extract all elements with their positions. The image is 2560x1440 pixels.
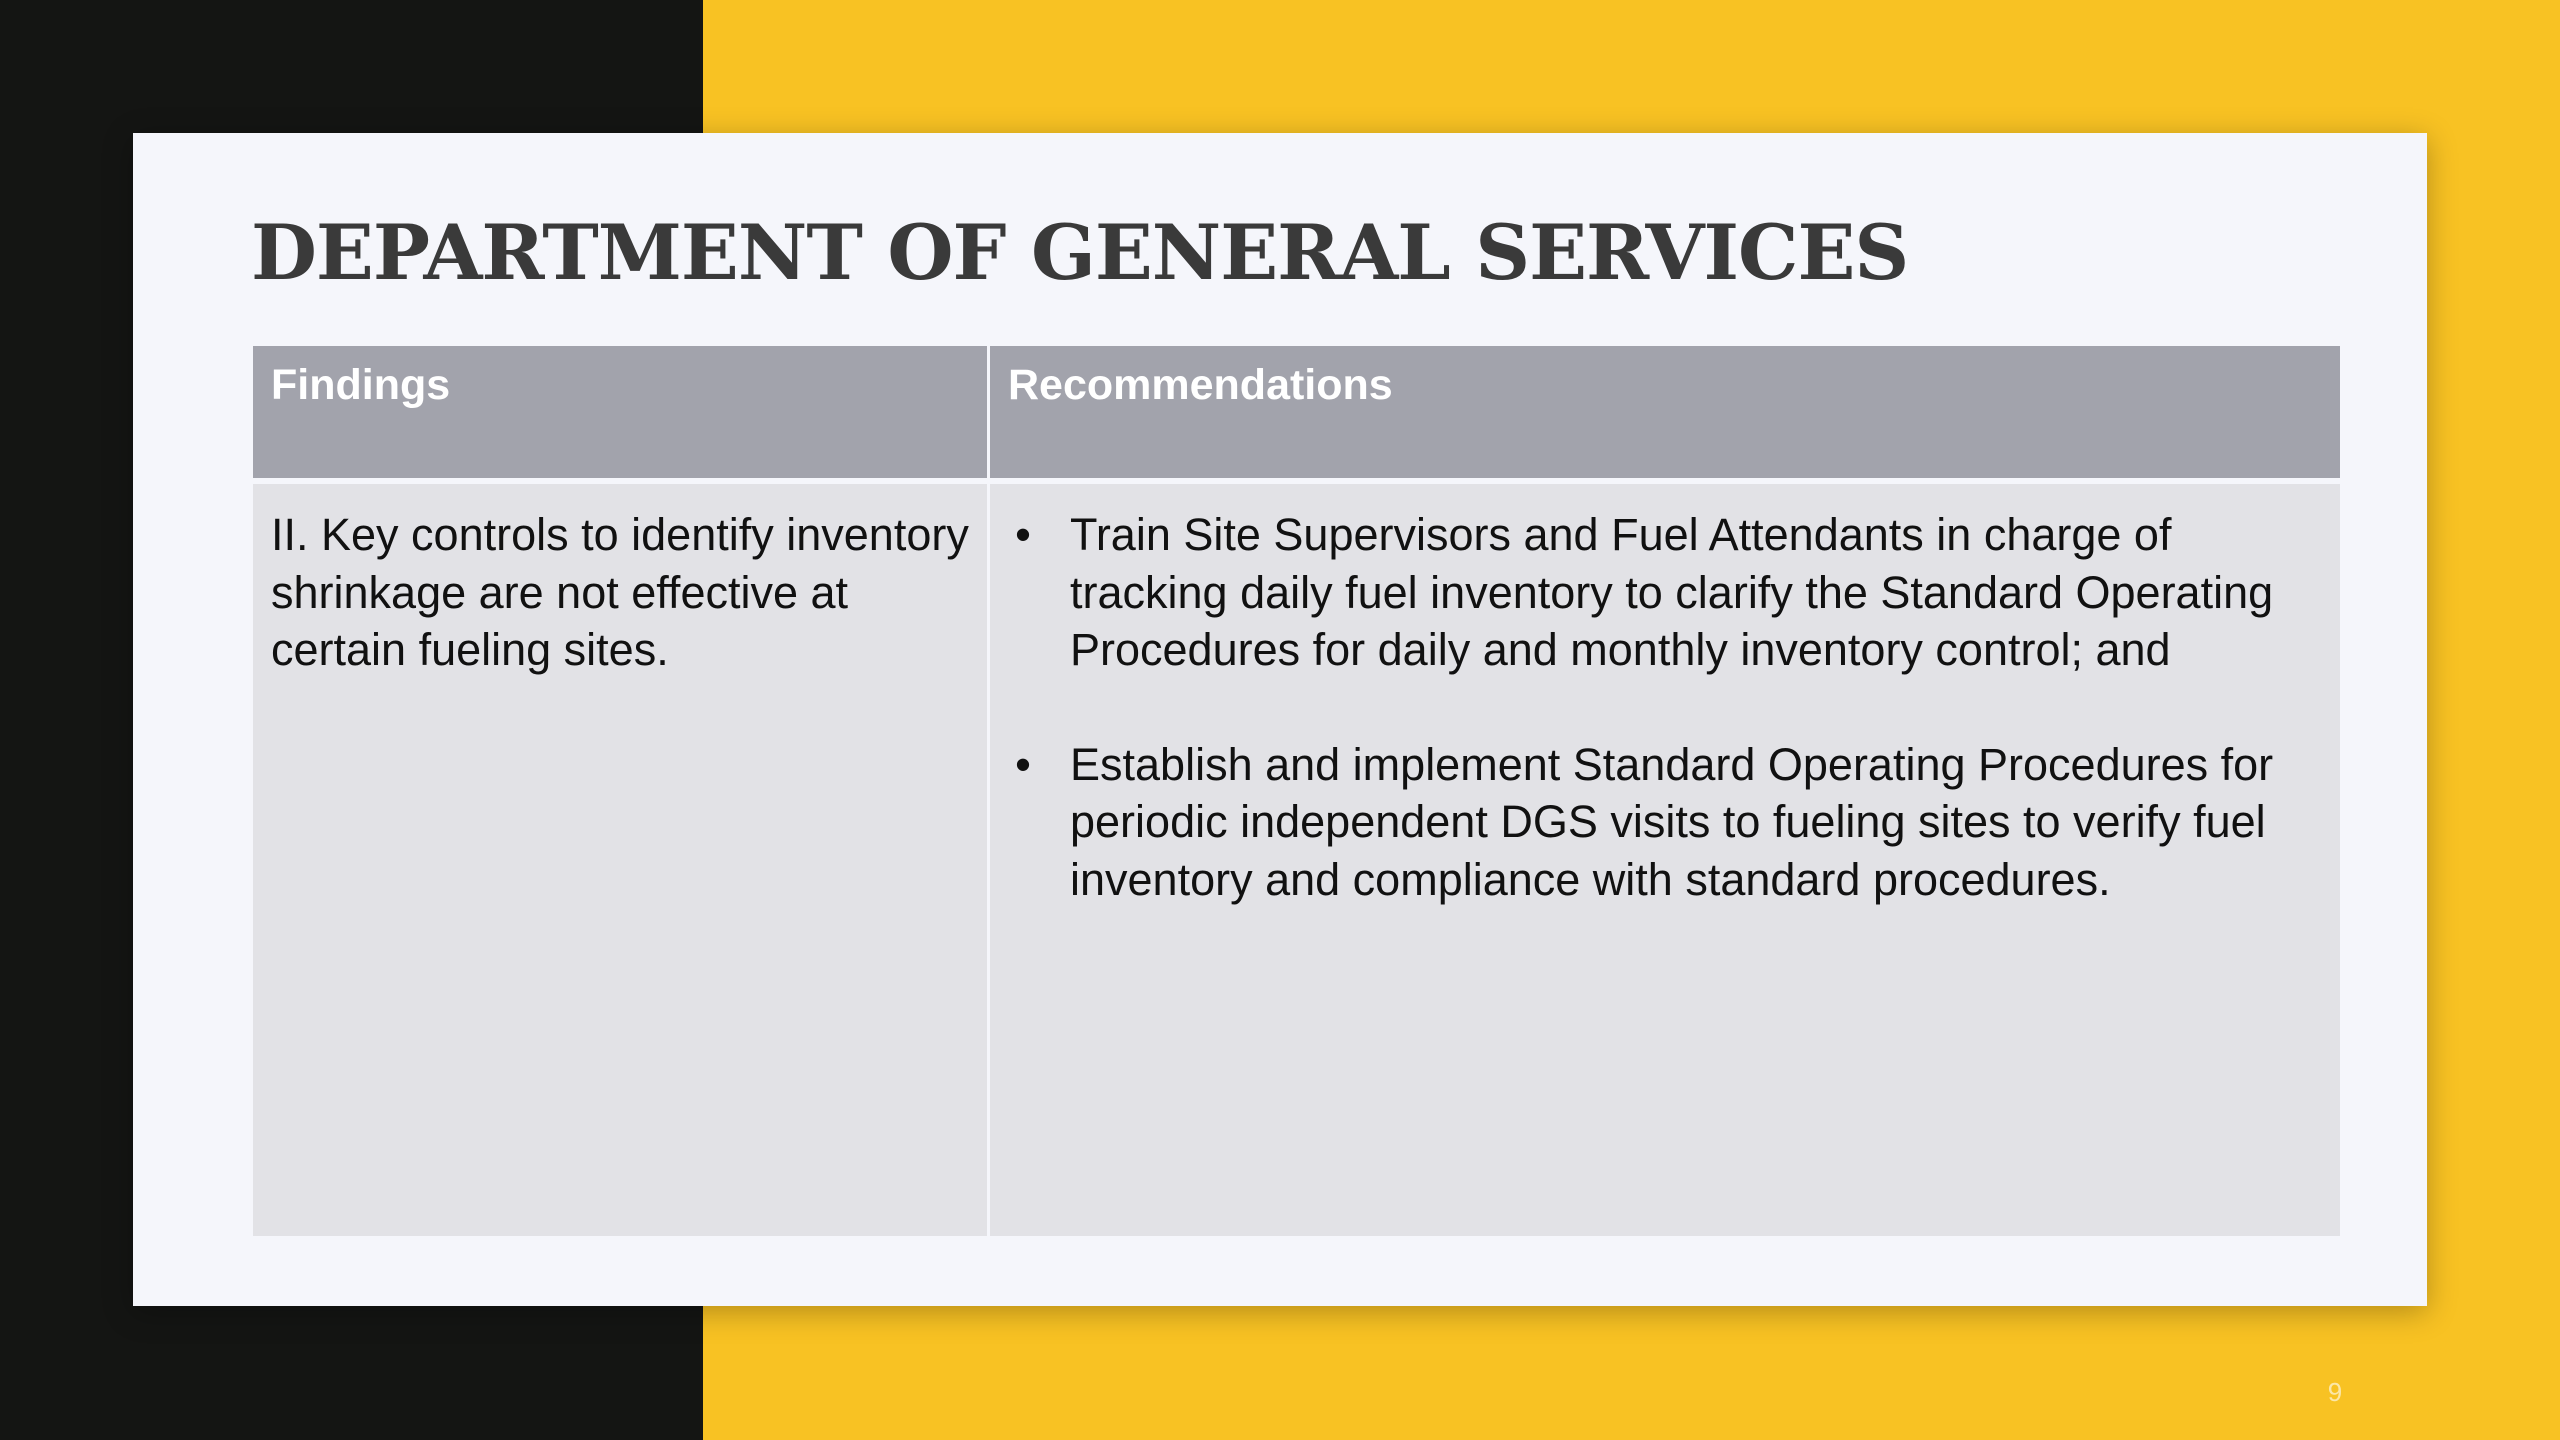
bullet-icon: • (1015, 738, 1031, 790)
recommendation-text: Train Site Supervisors and Fuel Attendants in charge of tracking daily fuel inventory to clarify the Standard Operating Procedures for daily and monthly inventory control; and (1070, 509, 2274, 675)
recommendation-text: Establish and implement Standard Operating Procedures for periodic independent DGS visits to fueling sites to verify fuel inventory and compliance with standard procedures. (1070, 738, 2274, 905)
recommendations-cell (990, 484, 2340, 1236)
list-item (1008, 506, 2300, 679)
header-recommendations: Recommendations (990, 346, 2340, 478)
finding-text: II. Key controls to identify inventory shrinkage are not effective at certain fueling sites. (271, 509, 969, 675)
list-item (1008, 736, 2300, 909)
finding-cell (253, 484, 987, 1236)
bullet-icon: • (1015, 509, 1031, 560)
slide-card (133, 133, 2427, 1306)
findings-table (253, 346, 2340, 1236)
slide-title: DEPARTMENT OF GENERAL SERVICES (251, 208, 1909, 297)
header-findings: Findings (253, 346, 987, 478)
recommendations-list (1008, 506, 2300, 908)
page-number: 9 (2327, 1377, 2343, 1407)
